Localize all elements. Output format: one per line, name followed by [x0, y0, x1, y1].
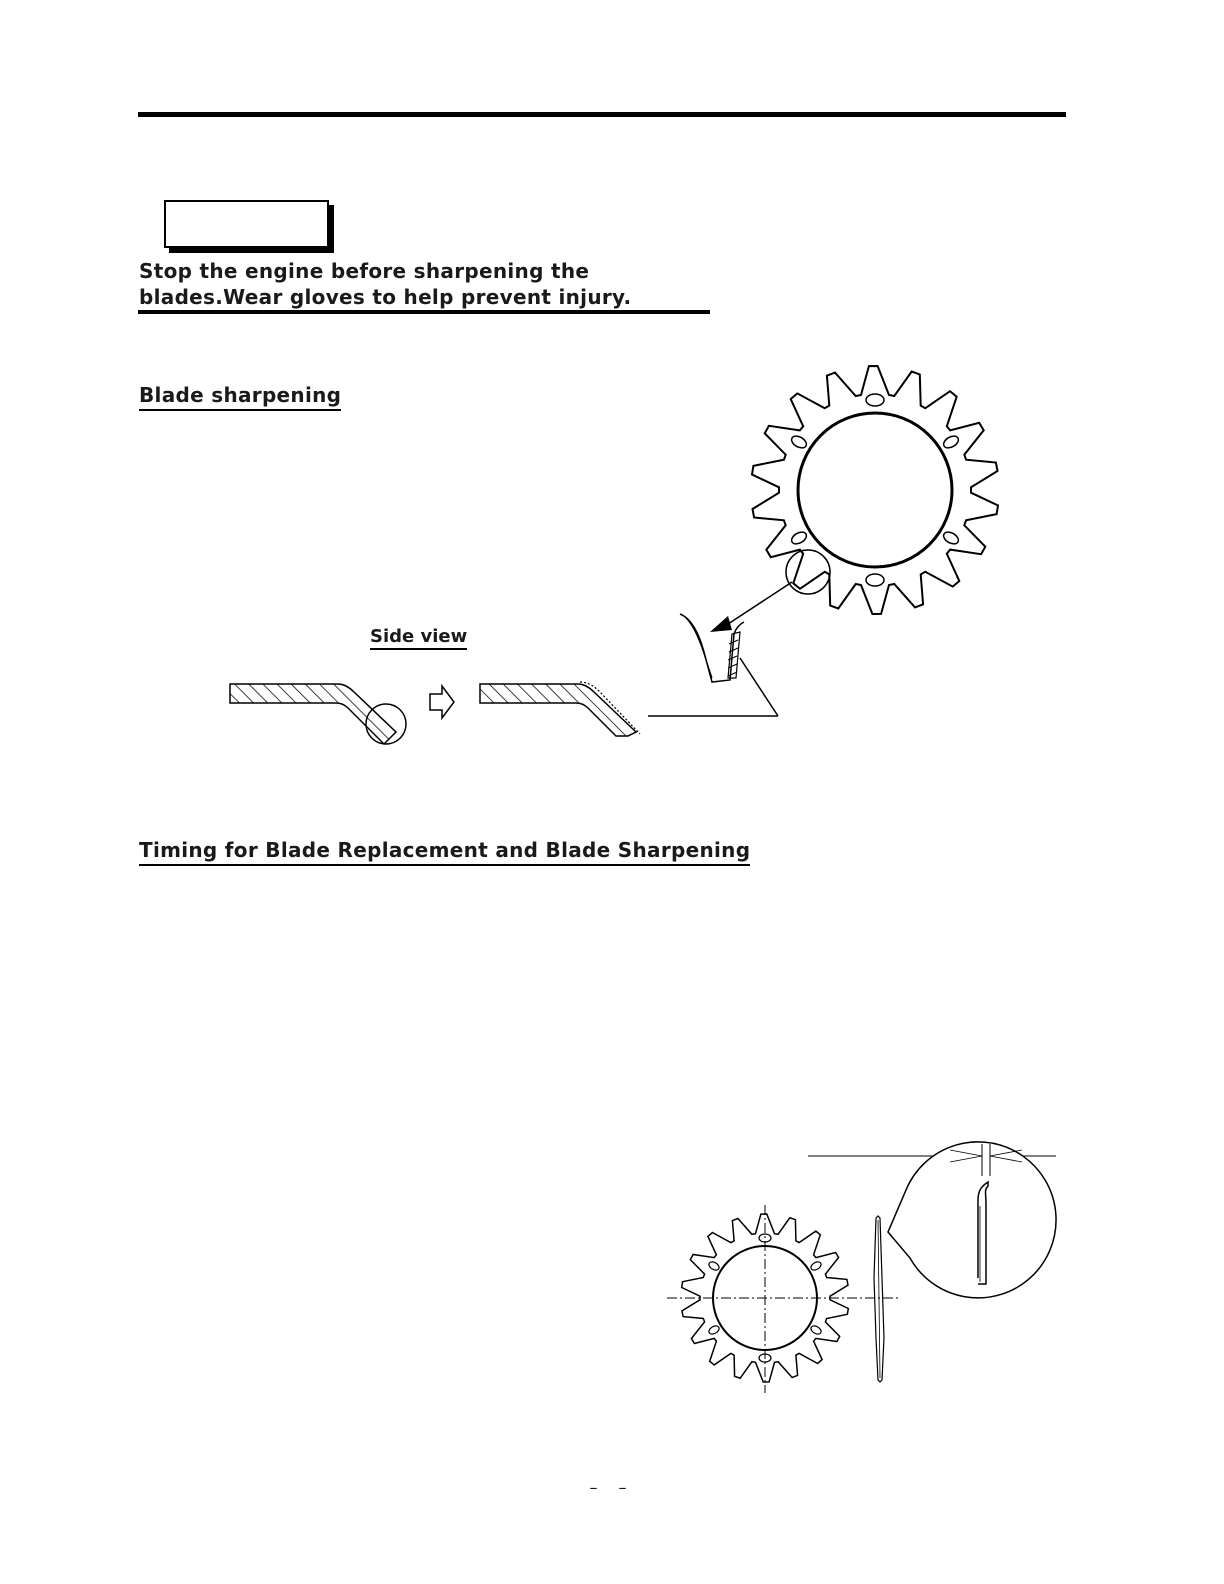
timing-heading: Timing for Blade Replacement and Blade Sharpening: [139, 838, 750, 866]
blade-side-profile-icon: [220, 670, 650, 760]
warning-label-box: [164, 200, 329, 248]
blade-sharpening-heading: Blade sharpening: [139, 383, 341, 411]
page-number: – –: [589, 1478, 635, 1497]
blade-edge-detail-icon: [640, 570, 840, 750]
side-view-label: Side view: [370, 626, 467, 650]
warning-rule: [138, 310, 710, 314]
header-rule: [138, 112, 1066, 117]
warning-text: Stop the engine before sharpening the blades.Wear gloves to help prevent injury.: [139, 259, 632, 309]
blade-thickness-detail-icon: [800, 1128, 1070, 1388]
